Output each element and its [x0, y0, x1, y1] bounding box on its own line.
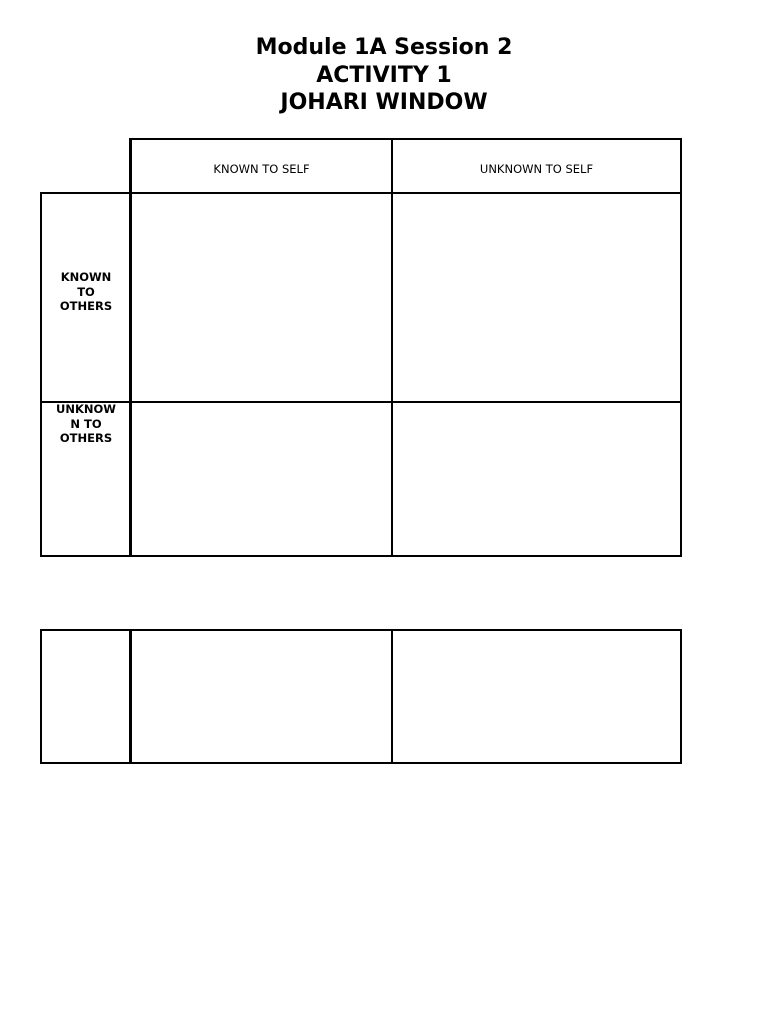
row-label-known-line-3: OTHERS — [59, 299, 113, 313]
title-module: Module 1A Session 2 — [255, 35, 513, 60]
grid-right-border — [680, 138, 682, 557]
grid-top-border — [130, 138, 682, 140]
title-johari-window: JOHARI WINDOW — [280, 90, 488, 115]
empty-grid-cell-left[interactable] — [132, 631, 391, 762]
row-label-unknown-line-2: N TO — [70, 416, 102, 431]
row-label-known-to-others — [41, 270, 131, 314]
row-label-unknown-line-3: OTHERS — [59, 431, 113, 445]
column-header-known-to-self: KNOWN TO SELF — [213, 162, 310, 176]
grid-bottom-border — [40, 555, 682, 557]
grid-left-border — [40, 192, 42, 557]
empty-grid-right-border — [680, 629, 682, 764]
row-label-unknown-line-1: UNKNOW — [56, 402, 116, 416]
empty-grid-label-cell[interactable] — [42, 631, 129, 762]
title-activity: ACTIVITY 1 — [316, 62, 452, 88]
empty-grid-bottom-border — [40, 762, 682, 764]
quadrant-open[interactable] — [132, 194, 391, 401]
page-title — [0, 34, 768, 117]
quadrant-unknown[interactable] — [393, 403, 680, 555]
row-label-known-line-2: TO — [77, 284, 95, 299]
quadrant-hidden[interactable] — [132, 403, 391, 555]
empty-grid-cell-right[interactable] — [393, 631, 680, 762]
quadrant-blind[interactable] — [393, 194, 680, 401]
row-label-unknown-to-others — [41, 402, 131, 446]
column-header-unknown-to-self: UNKNOWN TO SELF — [479, 162, 594, 176]
row-label-known-line-1: KNOWN — [60, 270, 112, 284]
